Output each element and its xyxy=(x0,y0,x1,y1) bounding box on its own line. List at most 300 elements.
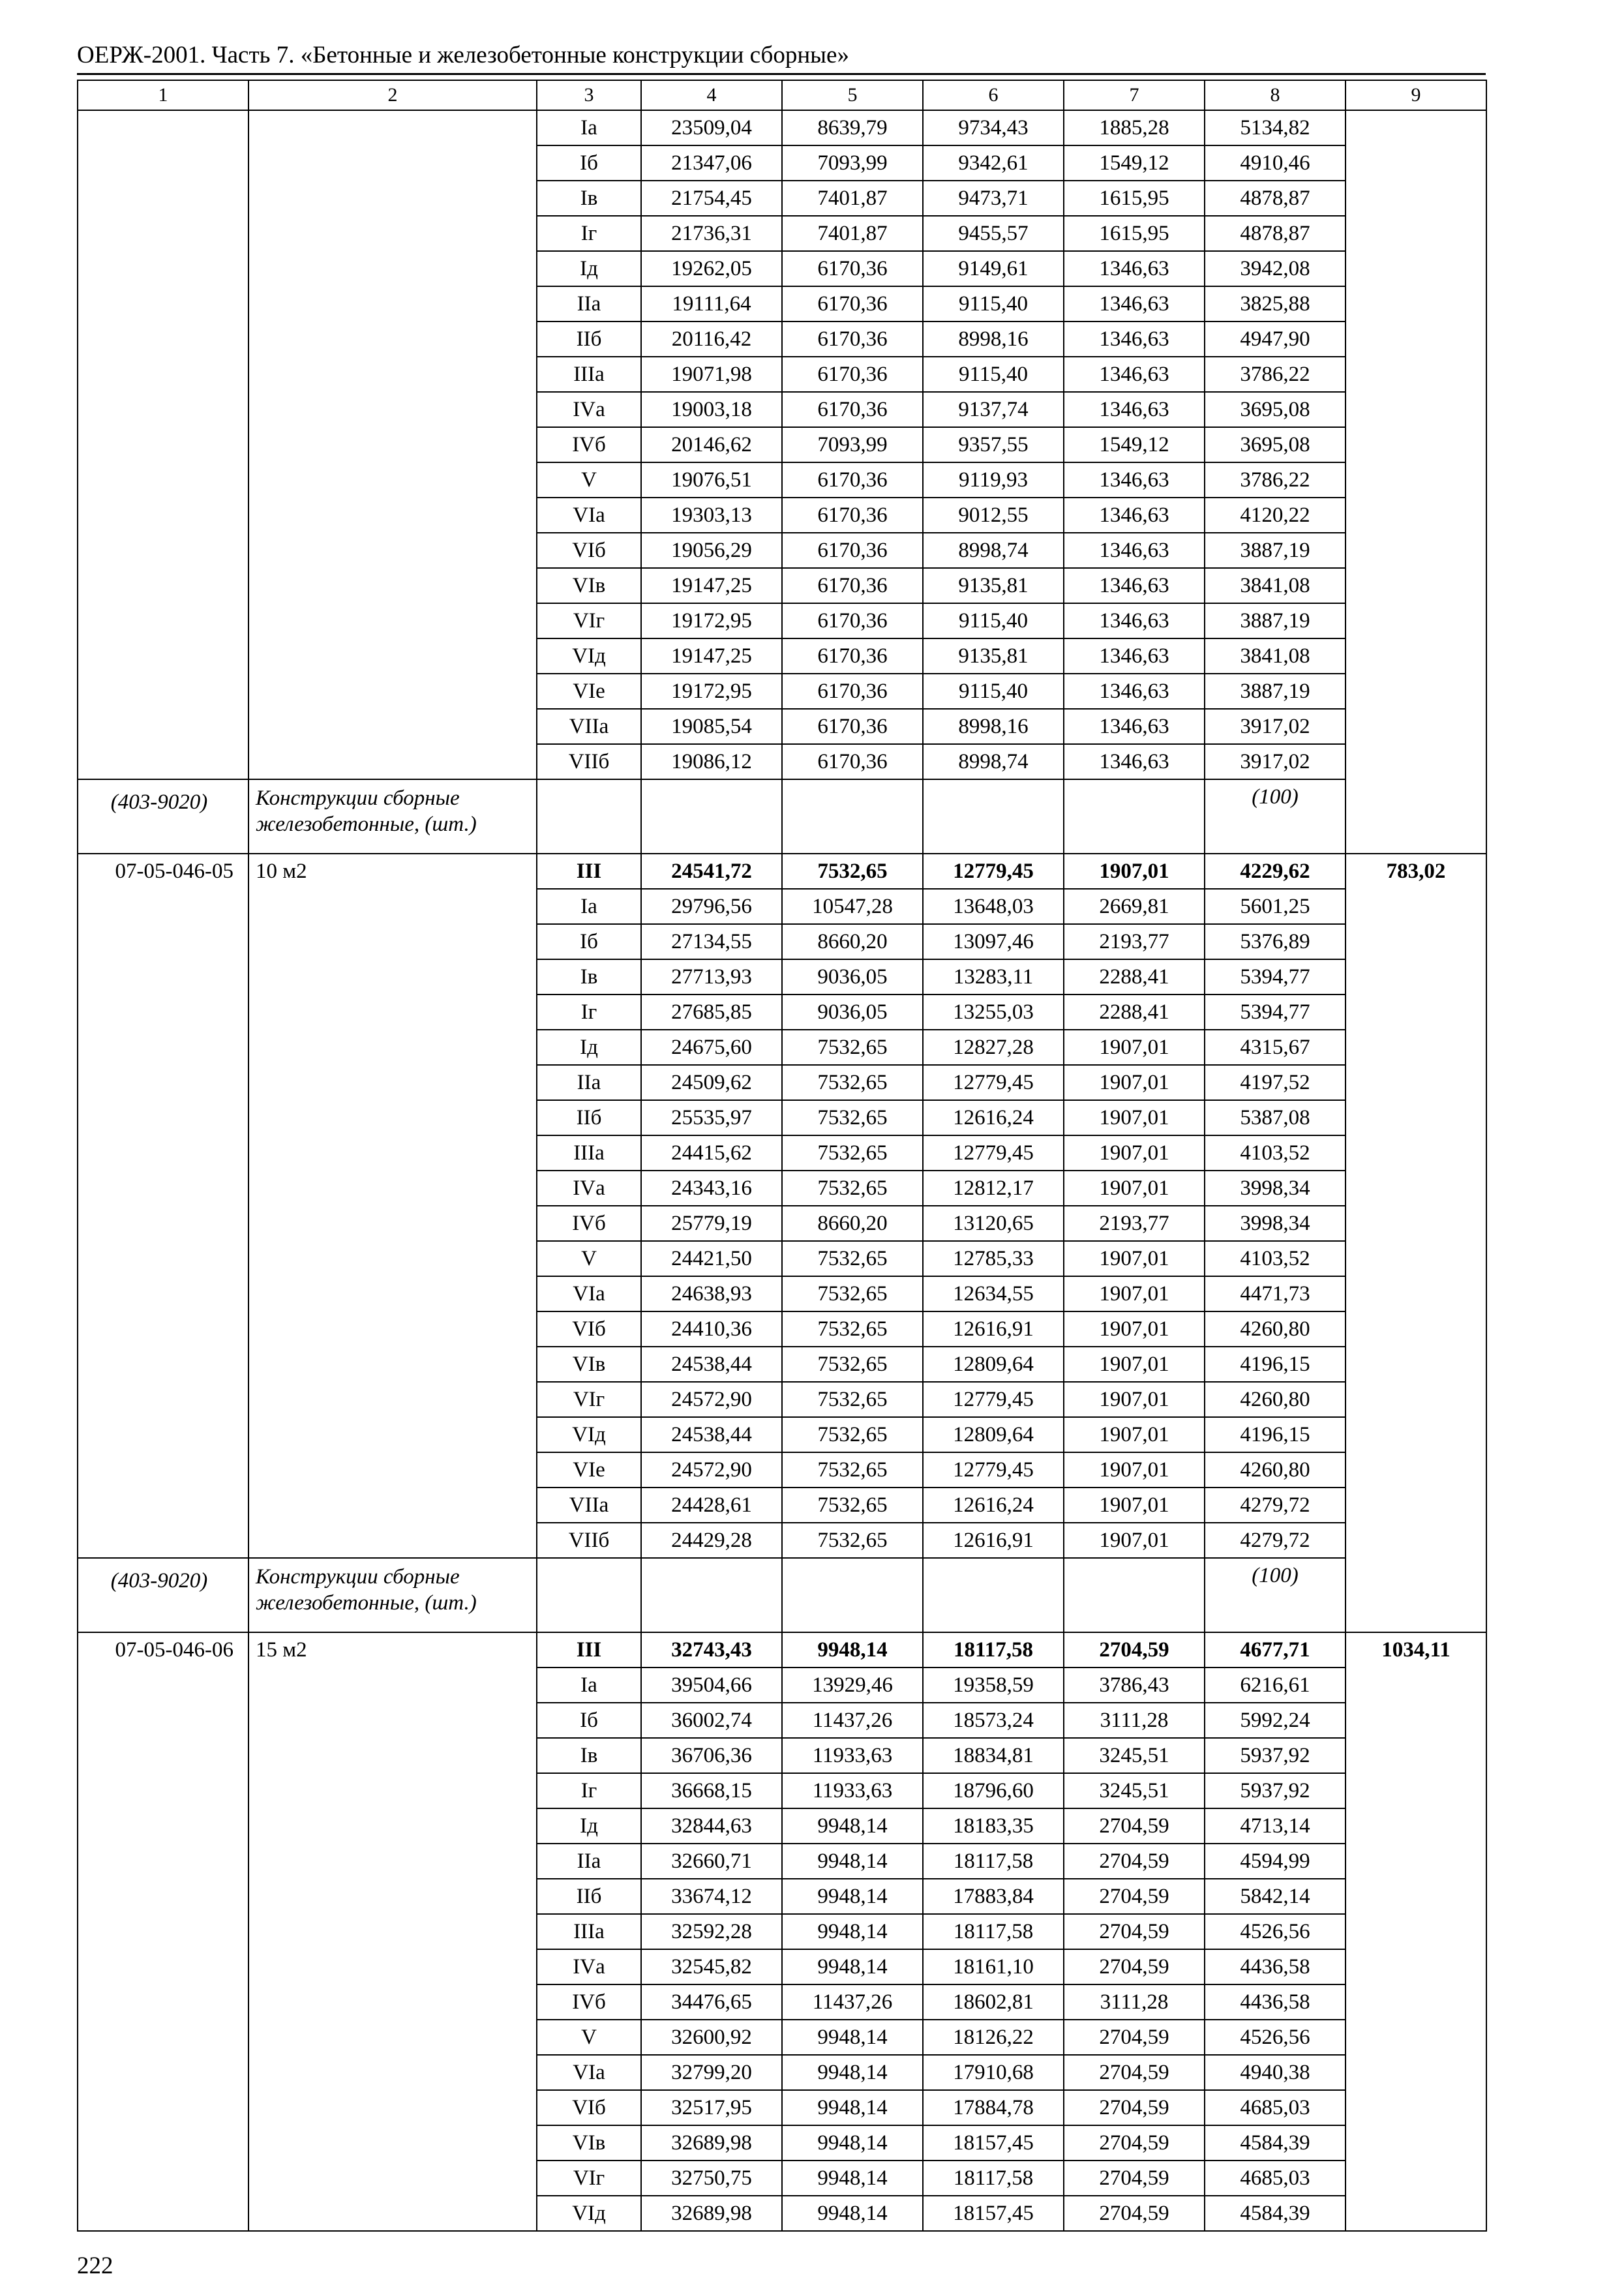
value-cell: 9948,14 xyxy=(782,2055,923,2090)
value-cell: 32660,71 xyxy=(641,1844,782,1879)
value-cell: 24415,62 xyxy=(641,1135,782,1171)
value-cell: 8639,79 xyxy=(782,110,923,145)
value-cell: 7532,65 xyxy=(782,1030,923,1065)
value-cell: 9948,14 xyxy=(782,2020,923,2055)
value-cell: 19086,12 xyxy=(641,744,782,779)
empty-cell xyxy=(537,779,641,854)
value-cell: 4279,72 xyxy=(1205,1488,1346,1523)
value-cell: 5376,89 xyxy=(1205,924,1346,959)
column-header: 4 xyxy=(641,80,782,110)
value-cell: 1549,12 xyxy=(1064,427,1205,462)
zone-cell: VIе xyxy=(537,1452,641,1488)
value-cell: 4584,39 xyxy=(1205,2196,1346,2231)
value-cell: 2704,59 xyxy=(1064,1949,1205,1984)
value-cell: 12809,64 xyxy=(923,1417,1064,1452)
value-cell: 12779,45 xyxy=(923,1135,1064,1171)
value-cell: 1346,63 xyxy=(1064,744,1205,779)
value-cell: 9455,57 xyxy=(923,216,1064,251)
zone-cell: IIб xyxy=(537,322,641,357)
value-cell: 18183,35 xyxy=(923,1808,1064,1844)
value-cell: 24429,28 xyxy=(641,1523,782,1558)
value-cell: 18573,24 xyxy=(923,1703,1064,1738)
zone-cell: Iг xyxy=(537,1773,641,1808)
zone-cell: VIа xyxy=(537,498,641,533)
value-cell: 1615,95 xyxy=(1064,181,1205,216)
value-cell: 12779,45 xyxy=(923,1452,1064,1488)
value-cell: 4436,58 xyxy=(1205,1984,1346,2020)
value-cell: 6170,36 xyxy=(782,286,923,322)
value-cell: 32799,20 xyxy=(641,2055,782,2090)
value-cell: 1615,95 xyxy=(1064,216,1205,251)
value-cell: 32689,98 xyxy=(641,2196,782,2231)
value-cell: 9036,05 xyxy=(782,995,923,1030)
value-cell: 2704,59 xyxy=(1064,1914,1205,1949)
zone-cell: VIд xyxy=(537,638,641,674)
resource-code-text: (403-9020) xyxy=(110,790,208,814)
value-cell: 6170,36 xyxy=(782,533,923,568)
empty-cell xyxy=(782,1558,923,1632)
value-cell: 4940,38 xyxy=(1205,2055,1346,2090)
value-cell: 9948,14 xyxy=(782,2125,923,2161)
value-cell: 21736,31 xyxy=(641,216,782,251)
value-cell: 3942,08 xyxy=(1205,251,1346,286)
value-cell: 29796,56 xyxy=(641,889,782,924)
value-cell: 21347,06 xyxy=(641,145,782,181)
value-cell: 5387,08 xyxy=(1205,1100,1346,1135)
value-cell: 8998,74 xyxy=(923,744,1064,779)
value-cell: 3841,08 xyxy=(1205,568,1346,603)
value-cell: 3825,88 xyxy=(1205,286,1346,322)
value-cell: 9734,43 xyxy=(923,110,1064,145)
value-cell: 4878,87 xyxy=(1205,181,1346,216)
value-cell: 1346,63 xyxy=(1064,251,1205,286)
zone-cell: Iв xyxy=(537,959,641,995)
value-cell: 24410,36 xyxy=(641,1311,782,1347)
value-cell: 9948,14 xyxy=(782,1879,923,1914)
value-cell: 19262,05 xyxy=(641,251,782,286)
column-header: 1 xyxy=(78,80,248,110)
value-cell: 2704,59 xyxy=(1064,1879,1205,1914)
value-cell: 5937,92 xyxy=(1205,1738,1346,1773)
value-cell: 7532,65 xyxy=(782,1488,923,1523)
resource-qty: (100) xyxy=(1205,1558,1346,1632)
value-cell: 12616,24 xyxy=(923,1488,1064,1523)
resource-qty: (100) xyxy=(1205,779,1346,854)
value-cell: 12827,28 xyxy=(923,1030,1064,1065)
value-cell: 7532,65 xyxy=(782,1276,923,1311)
value-cell: 3917,02 xyxy=(1205,709,1346,744)
column-header: 2 xyxy=(248,80,537,110)
value-cell: 9357,55 xyxy=(923,427,1064,462)
value-cell: 1346,63 xyxy=(1064,638,1205,674)
value-cell: 13929,46 xyxy=(782,1668,923,1703)
zone-cell: VIг xyxy=(537,603,641,638)
value-cell: 24572,90 xyxy=(641,1452,782,1488)
value-cell: 18834,81 xyxy=(923,1738,1064,1773)
value-cell: 2704,59 xyxy=(1064,2055,1205,2090)
value-cell: 25535,97 xyxy=(641,1100,782,1135)
value-cell: 1907,01 xyxy=(1064,1347,1205,1382)
resource-code-text: (403-9020) xyxy=(110,1569,208,1593)
value-cell: 4103,52 xyxy=(1205,1135,1346,1171)
value-cell: 8998,16 xyxy=(923,709,1064,744)
value-cell: 1907,01 xyxy=(1064,1100,1205,1135)
value-cell: 1907,01 xyxy=(1064,1452,1205,1488)
value-cell: 32517,95 xyxy=(641,2090,782,2125)
value-cell: 32592,28 xyxy=(641,1914,782,1949)
value-cell: 2193,77 xyxy=(1064,1206,1205,1241)
zone-cell: VIIб xyxy=(537,1523,641,1558)
value-cell: 5842,14 xyxy=(1205,1879,1346,1914)
value-cell: 3245,51 xyxy=(1064,1773,1205,1808)
value-cell: 8660,20 xyxy=(782,1206,923,1241)
value-cell: 4229,62 xyxy=(1205,854,1346,889)
value-cell: 9948,14 xyxy=(782,2196,923,2231)
value-cell: 4196,15 xyxy=(1205,1347,1346,1382)
empty-cell xyxy=(641,1558,782,1632)
value-cell: 18796,60 xyxy=(923,1773,1064,1808)
value-cell: 4197,52 xyxy=(1205,1065,1346,1100)
value-cell: 2704,59 xyxy=(1064,1632,1205,1668)
value-cell: 9948,14 xyxy=(782,1808,923,1844)
empty-cell xyxy=(923,1558,1064,1632)
value-cell: 6170,36 xyxy=(782,709,923,744)
value-cell: 4685,03 xyxy=(1205,2090,1346,2125)
value-cell: 3695,08 xyxy=(1205,427,1346,462)
value-cell: 18161,10 xyxy=(923,1949,1064,1984)
value-cell: 1907,01 xyxy=(1064,1311,1205,1347)
empty-cell xyxy=(537,1558,641,1632)
value-cell: 32689,98 xyxy=(641,2125,782,2161)
value-cell: 18117,58 xyxy=(923,1914,1064,1949)
value-cell: 17883,84 xyxy=(923,1879,1064,1914)
resource-note-row xyxy=(78,1558,1486,1632)
value-cell: 19071,98 xyxy=(641,357,782,392)
zone-cell: Iб xyxy=(537,1703,641,1738)
table-row xyxy=(78,854,1486,889)
zone-cell: IVа xyxy=(537,1949,641,1984)
value-cell: 24538,44 xyxy=(641,1347,782,1382)
column-header: 3 xyxy=(537,80,641,110)
rate-unit: 15 м2 xyxy=(248,1632,537,2231)
zone-cell: VIа xyxy=(537,1276,641,1311)
column-header: 9 xyxy=(1346,80,1486,110)
header-rule xyxy=(77,73,1486,75)
value-cell: 1346,63 xyxy=(1064,568,1205,603)
value-cell: 32600,92 xyxy=(641,2020,782,2055)
value-cell: 6170,36 xyxy=(782,462,923,498)
value-cell: 2704,59 xyxy=(1064,1844,1205,1879)
value-cell: 12616,24 xyxy=(923,1100,1064,1135)
value-cell: 3887,19 xyxy=(1205,674,1346,709)
table-row xyxy=(78,110,1486,145)
value-cell: 34476,65 xyxy=(641,1984,782,2020)
value-cell: 7532,65 xyxy=(782,854,923,889)
value-cell: 24541,72 xyxy=(641,854,782,889)
zone-cell: Iд xyxy=(537,1808,641,1844)
value-cell: 32844,63 xyxy=(641,1808,782,1844)
value-cell: 6170,36 xyxy=(782,251,923,286)
total-cell xyxy=(1346,110,1486,854)
value-cell: 3887,19 xyxy=(1205,603,1346,638)
value-cell: 5937,92 xyxy=(1205,1773,1346,1808)
value-cell: 12779,45 xyxy=(923,854,1064,889)
value-cell: 7401,87 xyxy=(782,216,923,251)
rate-unit: 10 м2 xyxy=(248,854,537,1558)
value-cell: 13120,65 xyxy=(923,1206,1064,1241)
zone-cell: Iа xyxy=(537,889,641,924)
value-cell: 4315,67 xyxy=(1205,1030,1346,1065)
value-cell: 9948,14 xyxy=(782,2161,923,2196)
value-cell: 4260,80 xyxy=(1205,1452,1346,1488)
empty-cell xyxy=(1064,779,1205,854)
value-cell: 1907,01 xyxy=(1064,1065,1205,1100)
zone-cell: IVб xyxy=(537,1984,641,2020)
value-cell: 1346,63 xyxy=(1064,674,1205,709)
value-cell: 7532,65 xyxy=(782,1452,923,1488)
value-cell: 18157,45 xyxy=(923,2125,1064,2161)
value-cell: 9115,40 xyxy=(923,603,1064,638)
value-cell: 3998,34 xyxy=(1205,1171,1346,1206)
zone-cell: IIб xyxy=(537,1879,641,1914)
value-cell: 3111,28 xyxy=(1064,1984,1205,2020)
value-cell: 11933,63 xyxy=(782,1773,923,1808)
value-cell: 1885,28 xyxy=(1064,110,1205,145)
zone-cell: Iг xyxy=(537,216,641,251)
value-cell: 3245,51 xyxy=(1064,1738,1205,1773)
rate-code: 07-05-046-05 xyxy=(78,854,248,1558)
value-cell: 9948,14 xyxy=(782,1949,923,1984)
value-cell: 6170,36 xyxy=(782,638,923,674)
table-body xyxy=(78,110,1486,2231)
zone-cell: IIа xyxy=(537,286,641,322)
zone-cell: Iб xyxy=(537,145,641,181)
value-cell: 4685,03 xyxy=(1205,2161,1346,2196)
value-cell: 1346,63 xyxy=(1064,462,1205,498)
page-number: 222 xyxy=(77,2252,113,2279)
rate-unit xyxy=(248,110,537,779)
zone-cell: IIIа xyxy=(537,1914,641,1949)
value-cell: 24675,60 xyxy=(641,1030,782,1065)
value-cell: 11933,63 xyxy=(782,1738,923,1773)
zone-cell: Iв xyxy=(537,181,641,216)
value-cell: 19056,29 xyxy=(641,533,782,568)
value-cell: 23509,04 xyxy=(641,110,782,145)
value-cell: 19076,51 xyxy=(641,462,782,498)
value-cell: 9135,81 xyxy=(923,638,1064,674)
value-cell: 19172,95 xyxy=(641,674,782,709)
value-cell: 9948,14 xyxy=(782,1632,923,1668)
zone-cell: VIв xyxy=(537,1347,641,1382)
value-cell: 4260,80 xyxy=(1205,1382,1346,1417)
value-cell: 6170,36 xyxy=(782,603,923,638)
value-cell: 7093,99 xyxy=(782,427,923,462)
value-cell: 12634,55 xyxy=(923,1276,1064,1311)
value-cell: 3786,22 xyxy=(1205,357,1346,392)
value-cell: 18157,45 xyxy=(923,2196,1064,2231)
value-cell: 19303,13 xyxy=(641,498,782,533)
zone-cell: IVб xyxy=(537,427,641,462)
zone-cell: IVа xyxy=(537,1171,641,1206)
value-cell: 7532,65 xyxy=(782,1311,923,1347)
zone-cell: III xyxy=(537,1632,641,1668)
value-cell: 1907,01 xyxy=(1064,1276,1205,1311)
zone-cell: VIа xyxy=(537,2055,641,2090)
value-cell: 4471,73 xyxy=(1205,1276,1346,1311)
zone-cell: V xyxy=(537,462,641,498)
value-cell: 6170,36 xyxy=(782,674,923,709)
column-header: 6 xyxy=(923,80,1064,110)
value-cell: 8660,20 xyxy=(782,924,923,959)
value-cell: 1907,01 xyxy=(1064,1417,1205,1452)
value-cell: 10547,28 xyxy=(782,889,923,924)
column-header: 5 xyxy=(782,80,923,110)
value-cell: 9135,81 xyxy=(923,568,1064,603)
value-cell: 7532,65 xyxy=(782,1135,923,1171)
value-cell: 5394,77 xyxy=(1205,959,1346,995)
value-cell: 27134,55 xyxy=(641,924,782,959)
value-cell: 18117,58 xyxy=(923,2161,1064,2196)
value-cell: 1549,12 xyxy=(1064,145,1205,181)
value-cell: 3841,08 xyxy=(1205,638,1346,674)
value-cell: 9149,61 xyxy=(923,251,1064,286)
value-cell: 13097,46 xyxy=(923,924,1064,959)
value-cell: 18602,81 xyxy=(923,1984,1064,2020)
value-cell: 9342,61 xyxy=(923,145,1064,181)
value-cell: 39504,66 xyxy=(641,1668,782,1703)
value-cell: 11437,26 xyxy=(782,1703,923,1738)
value-cell: 27713,93 xyxy=(641,959,782,995)
page-header: ОЕРЖ-2001. Часть 7. «Бетонные и железобетонные конструкции сборные» xyxy=(77,42,849,68)
value-cell: 1907,01 xyxy=(1064,1135,1205,1171)
value-cell: 9948,14 xyxy=(782,2090,923,2125)
value-cell: 9473,71 xyxy=(923,181,1064,216)
resource-name: Конструкции сборные железобетонные, (шт.) xyxy=(248,1558,537,1632)
value-cell: 4103,52 xyxy=(1205,1241,1346,1276)
value-cell: 4196,15 xyxy=(1205,1417,1346,1452)
value-cell: 7532,65 xyxy=(782,1241,923,1276)
zone-cell: IIIа xyxy=(537,1135,641,1171)
zone-cell: IIб xyxy=(537,1100,641,1135)
value-cell: 19003,18 xyxy=(641,392,782,427)
value-cell: 2669,81 xyxy=(1064,889,1205,924)
value-cell: 24509,62 xyxy=(641,1065,782,1100)
resource-name: Конструкции сборные железобетонные, (шт.) xyxy=(248,779,537,854)
value-cell: 36706,36 xyxy=(641,1738,782,1773)
empty-cell xyxy=(1064,1558,1205,1632)
value-cell: 1907,01 xyxy=(1064,1241,1205,1276)
value-cell: 2288,41 xyxy=(1064,995,1205,1030)
value-cell: 1907,01 xyxy=(1064,1382,1205,1417)
value-cell: 1907,01 xyxy=(1064,1171,1205,1206)
zone-cell: IIа xyxy=(537,1065,641,1100)
value-cell: 1346,63 xyxy=(1064,533,1205,568)
zone-cell: V xyxy=(537,1241,641,1276)
value-cell: 36002,74 xyxy=(641,1703,782,1738)
value-cell: 3917,02 xyxy=(1205,744,1346,779)
value-cell: 1346,63 xyxy=(1064,603,1205,638)
zone-cell: VIе xyxy=(537,674,641,709)
zone-cell: III xyxy=(537,854,641,889)
value-cell: 18117,58 xyxy=(923,1632,1064,1668)
value-cell: 12616,91 xyxy=(923,1523,1064,1558)
empty-cell xyxy=(782,779,923,854)
value-cell: 1346,63 xyxy=(1064,322,1205,357)
value-cell: 6170,36 xyxy=(782,568,923,603)
value-cell: 33674,12 xyxy=(641,1879,782,1914)
zone-cell: VIв xyxy=(537,568,641,603)
value-cell: 2288,41 xyxy=(1064,959,1205,995)
value-cell: 32743,43 xyxy=(641,1632,782,1668)
value-cell: 17910,68 xyxy=(923,2055,1064,2090)
value-cell: 19147,25 xyxy=(641,638,782,674)
value-cell: 5992,24 xyxy=(1205,1703,1346,1738)
value-cell: 13648,03 xyxy=(923,889,1064,924)
value-cell: 3695,08 xyxy=(1205,392,1346,427)
value-cell: 9115,40 xyxy=(923,674,1064,709)
value-cell: 24638,93 xyxy=(641,1276,782,1311)
value-cell: 2704,59 xyxy=(1064,2125,1205,2161)
empty-cell xyxy=(641,779,782,854)
zone-cell: Iв xyxy=(537,1738,641,1773)
value-cell: 4584,39 xyxy=(1205,2125,1346,2161)
value-cell: 24538,44 xyxy=(641,1417,782,1452)
value-cell: 12779,45 xyxy=(923,1382,1064,1417)
empty-cell xyxy=(923,779,1064,854)
value-cell: 7532,65 xyxy=(782,1100,923,1135)
value-cell: 7093,99 xyxy=(782,145,923,181)
value-cell: 32750,75 xyxy=(641,2161,782,2196)
value-cell: 12779,45 xyxy=(923,1065,1064,1100)
value-cell: 4594,99 xyxy=(1205,1844,1346,1879)
zone-cell: VIб xyxy=(537,533,641,568)
value-cell: 6170,36 xyxy=(782,322,923,357)
value-cell: 3786,43 xyxy=(1064,1668,1205,1703)
column-number-row xyxy=(78,80,1486,110)
value-cell: 4526,56 xyxy=(1205,1914,1346,1949)
value-cell: 3998,34 xyxy=(1205,1206,1346,1241)
value-cell: 4260,80 xyxy=(1205,1311,1346,1347)
zone-cell: VIIа xyxy=(537,709,641,744)
value-cell: 9948,14 xyxy=(782,1844,923,1879)
column-header: 8 xyxy=(1205,80,1346,110)
value-cell: 8998,74 xyxy=(923,533,1064,568)
zone-cell: VIд xyxy=(537,1417,641,1452)
value-cell: 21754,45 xyxy=(641,181,782,216)
resource-code xyxy=(78,1558,248,1632)
value-cell: 6170,36 xyxy=(782,357,923,392)
value-cell: 19111,64 xyxy=(641,286,782,322)
zone-cell: V xyxy=(537,2020,641,2055)
zone-cell: VIг xyxy=(537,1382,641,1417)
value-cell: 1346,63 xyxy=(1064,392,1205,427)
value-cell: 9115,40 xyxy=(923,357,1064,392)
value-cell: 11437,26 xyxy=(782,1984,923,2020)
value-cell: 4947,90 xyxy=(1205,322,1346,357)
value-cell: 2704,59 xyxy=(1064,2090,1205,2125)
table-row xyxy=(78,1632,1486,1668)
value-cell: 24572,90 xyxy=(641,1382,782,1417)
value-cell: 8998,16 xyxy=(923,322,1064,357)
zone-cell: Iг xyxy=(537,995,641,1030)
value-cell: 19085,54 xyxy=(641,709,782,744)
value-cell: 4120,22 xyxy=(1205,498,1346,533)
value-cell: 7532,65 xyxy=(782,1347,923,1382)
value-cell: 1346,63 xyxy=(1064,357,1205,392)
value-cell: 7532,65 xyxy=(782,1065,923,1100)
value-cell: 12785,33 xyxy=(923,1241,1064,1276)
total-cell: 783,02 xyxy=(1346,854,1486,1632)
